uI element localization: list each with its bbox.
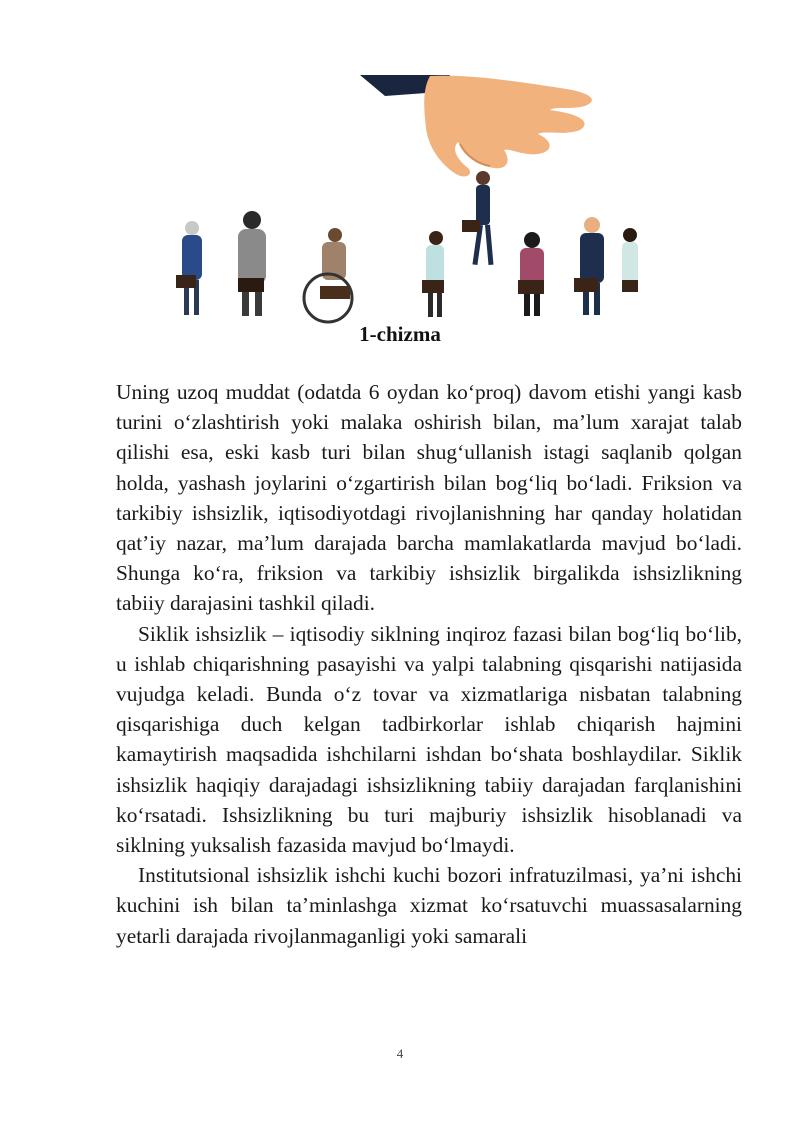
worker-figure-7 bbox=[622, 228, 638, 292]
lifted-worker-figure bbox=[462, 171, 493, 265]
worker-figure-2 bbox=[238, 211, 266, 316]
page-number: 4 bbox=[396, 1046, 404, 1061]
figure-illustration bbox=[160, 70, 640, 325]
paragraph: Uning uzoq muddat (odatda 6 oydan ko‘proq) davom etishi yangi kasb turini o‘zlashtirish yoki malaka oshirish bilan, ma’lum xarajat talab qilishi esa, eski kasb turi bilan shug‘ullanish istagi saqlanib qolgan holda, yashash joylarini o‘zgartirish bilan bog‘liq bo‘ladi. Friksion va tarkibiy ishsizlik, iqtisodiyotdagi rivojlanishning har qanday holatidan qat’iy nazar, ma’lum darajada barcha mamlakatlarda mavjud bo‘ladi. Shunga ko‘ra, friksion va tarkibiy ishsizlik birgalikda ishsizlikning tabiiy darajasini tashkil qiladi. bbox=[116, 380, 742, 616]
paragraph: Siklik ishsizlik – iqtisodiy siklning inqiroz fazasi bilan bog‘liq bo‘lib, u ishlab chiqarishning pasayishi va yalpi talabning qisqarishi natijasida vujudga keladi. Bunda o‘z tovar va xizmatlariga nisbatan talabning qisqarishiga duch kelgan tadbirkorlar ishlab chiqarish hajmini kamaytirish maqsadida ishchilarni ishdan bo‘shata boshlaydilar. Siklik ishsizlik haqiqiy darajadagi ishsizlikning tabiiy darajadan farqlanishini ko‘rsatadi. Ishsizlikning bu turi majburiy ishsizlik hisoblanadi va siklning yuksalish fazasida mavjud bo‘lmaydi. bbox=[116, 621, 742, 858]
worker-figure-5 bbox=[518, 232, 544, 316]
body-text bbox=[116, 377, 742, 951]
figure-caption: 1-chizma bbox=[359, 322, 441, 346]
paragraph: Institutsional ishsizlik ishchi kuchi bozori infratuzilmasi, ya’ni ishchi kuchini ish bilan ta’minlashga xizmat ko‘rsatuvchi muassasalarning yetarli darajada rivojlanmaganligi yoki samarali bbox=[116, 863, 742, 948]
hand-selecting-worker-illustration bbox=[160, 70, 640, 325]
worker-figure-6 bbox=[574, 217, 604, 315]
hand-shape bbox=[424, 76, 592, 177]
worker-figure-4 bbox=[422, 231, 444, 317]
worker-figure-1 bbox=[176, 221, 202, 315]
worker-in-wheelchair-figure bbox=[304, 228, 352, 322]
